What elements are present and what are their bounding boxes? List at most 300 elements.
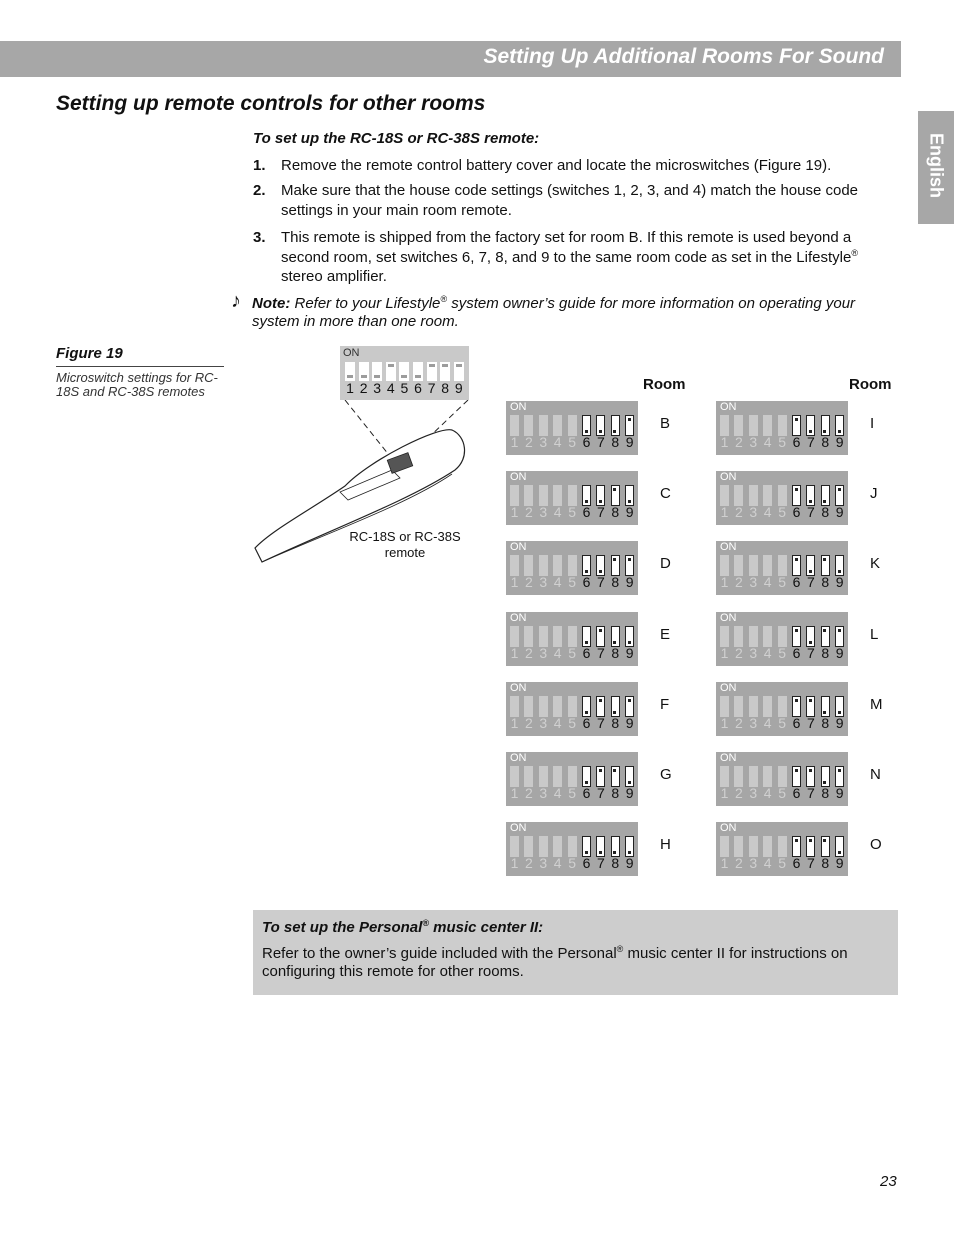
microswitch-4 — [386, 362, 396, 381]
switch-number: 5 — [568, 504, 576, 521]
switch-knob — [442, 364, 448, 367]
switch-number: 6 — [792, 644, 801, 661]
switch-number: 2 — [734, 714, 743, 731]
room-letter: B — [660, 415, 671, 432]
step-text: Make sure that the house code settings (switches 1, 2, 3, and 4) match the house code settings in your main room remote. — [281, 182, 859, 219]
switch-number: 7 — [596, 855, 605, 872]
registered-mark: ® — [616, 944, 624, 954]
switch-knob — [429, 364, 435, 367]
switch-number: 2 — [734, 644, 743, 661]
switch-number: 4 — [553, 644, 562, 661]
switch-knob — [628, 699, 631, 702]
switch-number: 3 — [749, 504, 758, 521]
switch-number: 8 — [821, 574, 830, 591]
microswitch-5 — [568, 555, 577, 576]
switch-number: 9 — [835, 574, 844, 591]
dip-on-label: ON — [720, 822, 737, 835]
microswitch-7 — [596, 696, 605, 717]
microswitch-6 — [413, 362, 423, 381]
microswitch-9 — [835, 696, 844, 717]
room-f-switches — [506, 682, 638, 736]
switch-knob — [823, 430, 826, 433]
switch-number: 1 — [510, 504, 519, 521]
switch-number: 6 — [582, 504, 591, 521]
microswitch-1 — [720, 485, 729, 506]
switch-number: 7 — [806, 785, 815, 801]
switch-number: 9 — [835, 504, 844, 521]
switch-knob — [599, 629, 602, 632]
microswitch-2 — [524, 415, 533, 436]
switch-knob — [795, 488, 798, 491]
switch-number: 8 — [611, 504, 620, 521]
personal-body — [262, 945, 887, 981]
switch-number: 1 — [346, 380, 354, 396]
microswitch-6 — [582, 766, 591, 787]
microswitch-3 — [372, 362, 382, 381]
switch-knob — [347, 375, 353, 378]
page-number: 23 — [880, 1173, 897, 1190]
switch-number: 4 — [386, 380, 395, 396]
microswitch-9 — [625, 485, 634, 506]
step-text: Remove the remote control battery cover and locate the microswitches (Figure 19). — [281, 157, 832, 174]
microswitch-9 — [835, 766, 844, 787]
switch-number: 9 — [835, 714, 844, 731]
switch-number: 9 — [625, 574, 634, 591]
microswitch-2 — [524, 626, 533, 647]
switch-number: 8 — [611, 785, 620, 801]
microswitch-7 — [806, 766, 815, 787]
microswitch-5 — [778, 626, 787, 647]
microswitch-4 — [553, 836, 562, 857]
note-text: Refer to your Lifestyle — [290, 295, 441, 312]
microswitch-2 — [359, 362, 369, 381]
dip-on-label: ON — [510, 541, 527, 554]
microswitch-3 — [749, 626, 758, 647]
microswitch-7 — [427, 362, 437, 381]
microswitch-9 — [625, 836, 634, 857]
microswitch-7 — [806, 415, 815, 436]
switch-number: 4 — [763, 644, 772, 661]
microswitch-9 — [625, 766, 634, 787]
switch-number: 8 — [821, 855, 830, 872]
switch-number: 8 — [821, 434, 830, 450]
banner-title: Setting Up Additional Rooms For Sound — [483, 45, 884, 68]
switch-knob — [613, 558, 616, 561]
dip-on-label: ON — [720, 471, 737, 484]
microswitch-2 — [734, 485, 743, 506]
switch-number: 1 — [720, 785, 729, 801]
room-m-switches — [716, 682, 848, 736]
microswitch-8 — [611, 696, 620, 717]
microswitch-3 — [539, 696, 548, 717]
switch-number: 7 — [427, 380, 436, 396]
microswitch-7 — [596, 555, 605, 576]
microswitch-6 — [792, 485, 801, 506]
note-text: system owner’s guide for more information on operating your system in more than one room. — [252, 295, 856, 330]
microswitch-3 — [749, 555, 758, 576]
switch-number: 5 — [568, 644, 576, 661]
switch-number: 6 — [582, 574, 591, 591]
microswitch-6 — [582, 836, 591, 857]
room-k-switches — [716, 541, 848, 595]
switch-number: 2 — [524, 644, 533, 661]
step-number: 3. — [253, 229, 266, 246]
switch-number: 8 — [611, 434, 620, 450]
switch-knob — [613, 488, 616, 491]
microswitch-4 — [553, 766, 562, 787]
switch-knob — [613, 851, 616, 854]
room-g-switches — [506, 752, 638, 806]
microswitch-2 — [524, 766, 533, 787]
switch-knob — [823, 711, 826, 714]
switch-number: 7 — [806, 434, 815, 450]
microswitch-1 — [510, 836, 519, 857]
switch-number: 4 — [763, 434, 772, 450]
switch-knob — [628, 851, 631, 854]
switch-number: 5 — [778, 434, 786, 450]
switch-number: 5 — [778, 714, 786, 731]
microswitch-5 — [568, 485, 577, 506]
microswitch-6 — [792, 626, 801, 647]
microswitch-7 — [596, 626, 605, 647]
heading-part: music center II: — [428, 919, 544, 936]
room-letter: E — [660, 625, 671, 643]
switch-number: 1 — [720, 644, 729, 661]
microswitch-2 — [734, 696, 743, 717]
room-letter: K — [870, 555, 881, 573]
switch-knob — [838, 769, 841, 772]
microswitch-4 — [553, 415, 562, 436]
switch-number: 3 — [539, 785, 548, 801]
switch-number: 5 — [568, 714, 576, 731]
microswitch-7 — [806, 836, 815, 857]
microswitch-1 — [510, 766, 519, 787]
switch-number: 3 — [539, 644, 548, 661]
switch-number: 9 — [625, 855, 634, 872]
room-e-switches — [506, 612, 638, 666]
microswitch-7 — [806, 555, 815, 576]
room-i-switches — [716, 401, 848, 455]
music-note-icon: ♪ — [231, 290, 241, 312]
switch-number: 1 — [510, 855, 519, 872]
dip-on-label: ON — [343, 347, 360, 359]
leader-line-left — [345, 400, 393, 460]
switch-knob — [374, 375, 380, 378]
microswitch-9 — [835, 415, 844, 436]
microswitch-5 — [399, 362, 409, 381]
switch-knob — [838, 488, 841, 491]
switch-number: 5 — [778, 504, 786, 521]
switch-knob — [401, 375, 407, 378]
switch-knob — [809, 500, 812, 503]
microswitch-8 — [821, 555, 830, 576]
microswitch-7 — [806, 626, 815, 647]
switch-number: 5 — [778, 855, 786, 872]
microswitch-5 — [778, 555, 787, 576]
switch-knob — [415, 375, 421, 378]
switch-number: 3 — [539, 714, 548, 731]
microswitch-9 — [625, 555, 634, 576]
microswitch-2 — [734, 836, 743, 857]
switch-number: 2 — [734, 855, 743, 872]
microswitch-2 — [524, 485, 533, 506]
microswitch-7 — [596, 485, 605, 506]
room-letter: C — [660, 485, 671, 503]
microswitch-4 — [553, 555, 562, 576]
microswitch-1 — [720, 836, 729, 857]
room-header-left: Room — [643, 376, 686, 393]
switch-number: 7 — [596, 574, 605, 591]
switch-knob — [599, 699, 602, 702]
switch-number: 9 — [835, 785, 844, 801]
room-c-switches — [506, 471, 638, 525]
section-title: Setting up remote controls for other rooms — [56, 92, 486, 115]
dip-on-label: ON — [720, 681, 737, 694]
microswitch-9 — [625, 415, 634, 436]
switch-number: 6 — [792, 434, 801, 450]
figure-rule — [56, 366, 224, 367]
microswitch-6 — [792, 836, 801, 857]
switch-number: 4 — [763, 574, 772, 591]
switch-knob — [838, 711, 841, 714]
switch-number: 4 — [763, 785, 772, 801]
switch-number: 2 — [734, 434, 743, 450]
switch-number: 6 — [792, 785, 801, 801]
switch-number: 9 — [625, 785, 634, 801]
room-o-switches — [716, 822, 848, 876]
personal-music-center-box — [253, 910, 898, 995]
switch-number: 6 — [582, 785, 591, 801]
switch-number: 8 — [611, 644, 620, 661]
microswitch-4 — [763, 555, 772, 576]
microswitch-3 — [749, 836, 758, 857]
microswitch-4 — [763, 415, 772, 436]
microswitch-8 — [821, 626, 830, 647]
microswitch-8 — [611, 415, 620, 436]
switch-number: 4 — [553, 855, 562, 872]
switch-number: 1 — [720, 504, 729, 521]
switch-number: 3 — [749, 785, 758, 801]
microswitch-9 — [625, 696, 634, 717]
switch-number: 6 — [792, 855, 801, 872]
switch-number: 8 — [611, 574, 620, 591]
switch-knob — [585, 641, 588, 644]
microswitch-1 — [720, 696, 729, 717]
header-banner — [0, 41, 901, 77]
step-2 — [253, 181, 893, 220]
microswitch-6 — [582, 415, 591, 436]
switch-knob — [823, 500, 826, 503]
switch-number: 3 — [539, 574, 548, 591]
switch-number: 2 — [524, 434, 533, 450]
switch-number: 9 — [625, 714, 634, 731]
language-tab-label: English — [926, 132, 947, 198]
switch-knob — [456, 364, 462, 367]
microswitch-1 — [720, 555, 729, 576]
microswitch-8 — [821, 696, 830, 717]
switch-knob — [823, 629, 826, 632]
room-letter: I — [870, 415, 875, 432]
switch-number: 5 — [400, 380, 409, 396]
switch-number: 1 — [510, 574, 519, 591]
switch-number: 2 — [524, 504, 533, 521]
switch-knob — [585, 711, 588, 714]
microswitch-2 — [524, 696, 533, 717]
dip-on-label: ON — [720, 611, 737, 624]
switch-knob — [838, 629, 841, 632]
switch-number: 5 — [568, 434, 576, 450]
dip-on-label: ON — [720, 752, 737, 764]
switch-knob — [838, 851, 841, 854]
room-letter: D — [660, 555, 671, 573]
microswitch-5 — [568, 836, 577, 857]
microswitch-7 — [596, 766, 605, 787]
microswitch-5 — [778, 836, 787, 857]
microswitch-5 — [568, 696, 577, 717]
microswitch-3 — [539, 836, 548, 857]
switch-knob — [823, 839, 826, 842]
microswitch-3 — [539, 485, 548, 506]
switch-number: 3 — [749, 574, 758, 591]
switch-number: 1 — [510, 785, 519, 801]
microswitch-1 — [510, 626, 519, 647]
microswitch-3 — [539, 766, 548, 787]
main-microswitch-block — [340, 346, 469, 400]
switch-knob — [628, 418, 631, 421]
microswitch-4 — [763, 766, 772, 787]
dip-on-label: ON — [510, 681, 527, 694]
microswitch-8 — [821, 415, 830, 436]
microswitch-6 — [792, 766, 801, 787]
switch-number: 5 — [778, 785, 786, 801]
switch-knob — [809, 641, 812, 644]
microswitch-3 — [749, 766, 758, 787]
microswitch-8 — [611, 485, 620, 506]
body-part: music center II for instructions on configuring this remote for other rooms. — [262, 945, 848, 980]
microswitch-1 — [510, 696, 519, 717]
switch-number: 3 — [539, 855, 548, 872]
step-3 — [253, 228, 893, 287]
dip-on-label: ON — [510, 471, 527, 484]
switch-number: 9 — [625, 504, 634, 521]
switch-number: 2 — [734, 504, 743, 521]
room-letter: G — [660, 766, 672, 783]
microswitch-8 — [611, 766, 620, 787]
room-j-switches — [716, 471, 848, 525]
microswitch-2 — [734, 626, 743, 647]
microswitch-4 — [553, 485, 562, 506]
switch-number: 9 — [625, 434, 634, 450]
switch-knob — [795, 699, 798, 702]
microswitch-2 — [524, 555, 533, 576]
switch-number: 3 — [749, 644, 758, 661]
switch-number: 4 — [553, 574, 562, 591]
microswitch-7 — [806, 696, 815, 717]
language-tab — [918, 111, 954, 224]
switch-number: 6 — [792, 504, 801, 521]
microswitch-2 — [524, 836, 533, 857]
switch-number: 9 — [835, 644, 844, 661]
microswitch-8 — [821, 836, 830, 857]
microswitch-2 — [734, 766, 743, 787]
switch-knob — [795, 769, 798, 772]
step-number: 2. — [253, 182, 266, 199]
microswitch-3 — [539, 415, 548, 436]
microswitch-5 — [778, 415, 787, 436]
switch-knob — [809, 430, 812, 433]
switch-number: 9 — [835, 434, 844, 450]
switch-number: 6 — [792, 714, 801, 731]
microswitch-8 — [611, 626, 620, 647]
switch-number: 3 — [749, 714, 758, 731]
switch-number: 1 — [720, 574, 729, 591]
switch-number: 4 — [763, 714, 772, 731]
microswitch-3 — [539, 555, 548, 576]
switch-number: 7 — [806, 855, 815, 872]
step-text-part: stereo amplifier. — [281, 268, 387, 285]
switch-knob — [613, 641, 616, 644]
microswitch-1 — [510, 555, 519, 576]
microswitch-3 — [749, 696, 758, 717]
switch-number: 8 — [821, 714, 830, 731]
switch-number: 2 — [734, 785, 743, 801]
switch-number: 7 — [596, 785, 605, 801]
step-text — [281, 228, 893, 287]
microswitch-4 — [553, 696, 562, 717]
switch-number: 4 — [763, 855, 772, 872]
switch-number: 7 — [596, 714, 605, 731]
microswitch-1 — [510, 415, 519, 436]
room-letter: H — [660, 836, 671, 854]
switch-knob — [613, 711, 616, 714]
registered-mark: ® — [440, 294, 448, 304]
switch-knob — [613, 430, 616, 433]
switch-knob — [795, 629, 798, 632]
microswitch-4 — [553, 626, 562, 647]
microswitch-6 — [582, 696, 591, 717]
switch-knob — [585, 781, 588, 784]
switch-number: 5 — [568, 855, 576, 872]
switch-number: 6 — [582, 644, 591, 661]
switch-number: 7 — [806, 644, 815, 661]
room-l-switches — [716, 612, 848, 666]
switch-number: 2 — [524, 574, 533, 591]
switch-number: 2 — [524, 855, 533, 872]
switch-knob — [585, 430, 588, 433]
switch-number: 5 — [778, 574, 786, 591]
switch-knob — [628, 558, 631, 561]
switch-number: 6 — [792, 574, 801, 591]
switch-knob — [388, 364, 394, 367]
switch-knob — [585, 570, 588, 573]
step-1 — [253, 156, 893, 176]
room-letter: N — [870, 766, 881, 783]
switch-number: 3 — [749, 434, 758, 450]
microswitch-7 — [596, 836, 605, 857]
note-label: Note: — [252, 295, 291, 312]
room-letter: J — [870, 485, 878, 503]
switch-number: 1 — [720, 855, 729, 872]
switch-number: 2 — [524, 785, 533, 801]
microswitch-9 — [835, 485, 844, 506]
switch-number: 8 — [611, 855, 620, 872]
microswitch-5 — [568, 415, 577, 436]
room-h-switches — [506, 822, 638, 876]
switch-number: 2 — [734, 574, 743, 591]
switch-knob — [585, 851, 588, 854]
dip-on-label: ON — [510, 401, 527, 413]
microswitch-6 — [582, 626, 591, 647]
